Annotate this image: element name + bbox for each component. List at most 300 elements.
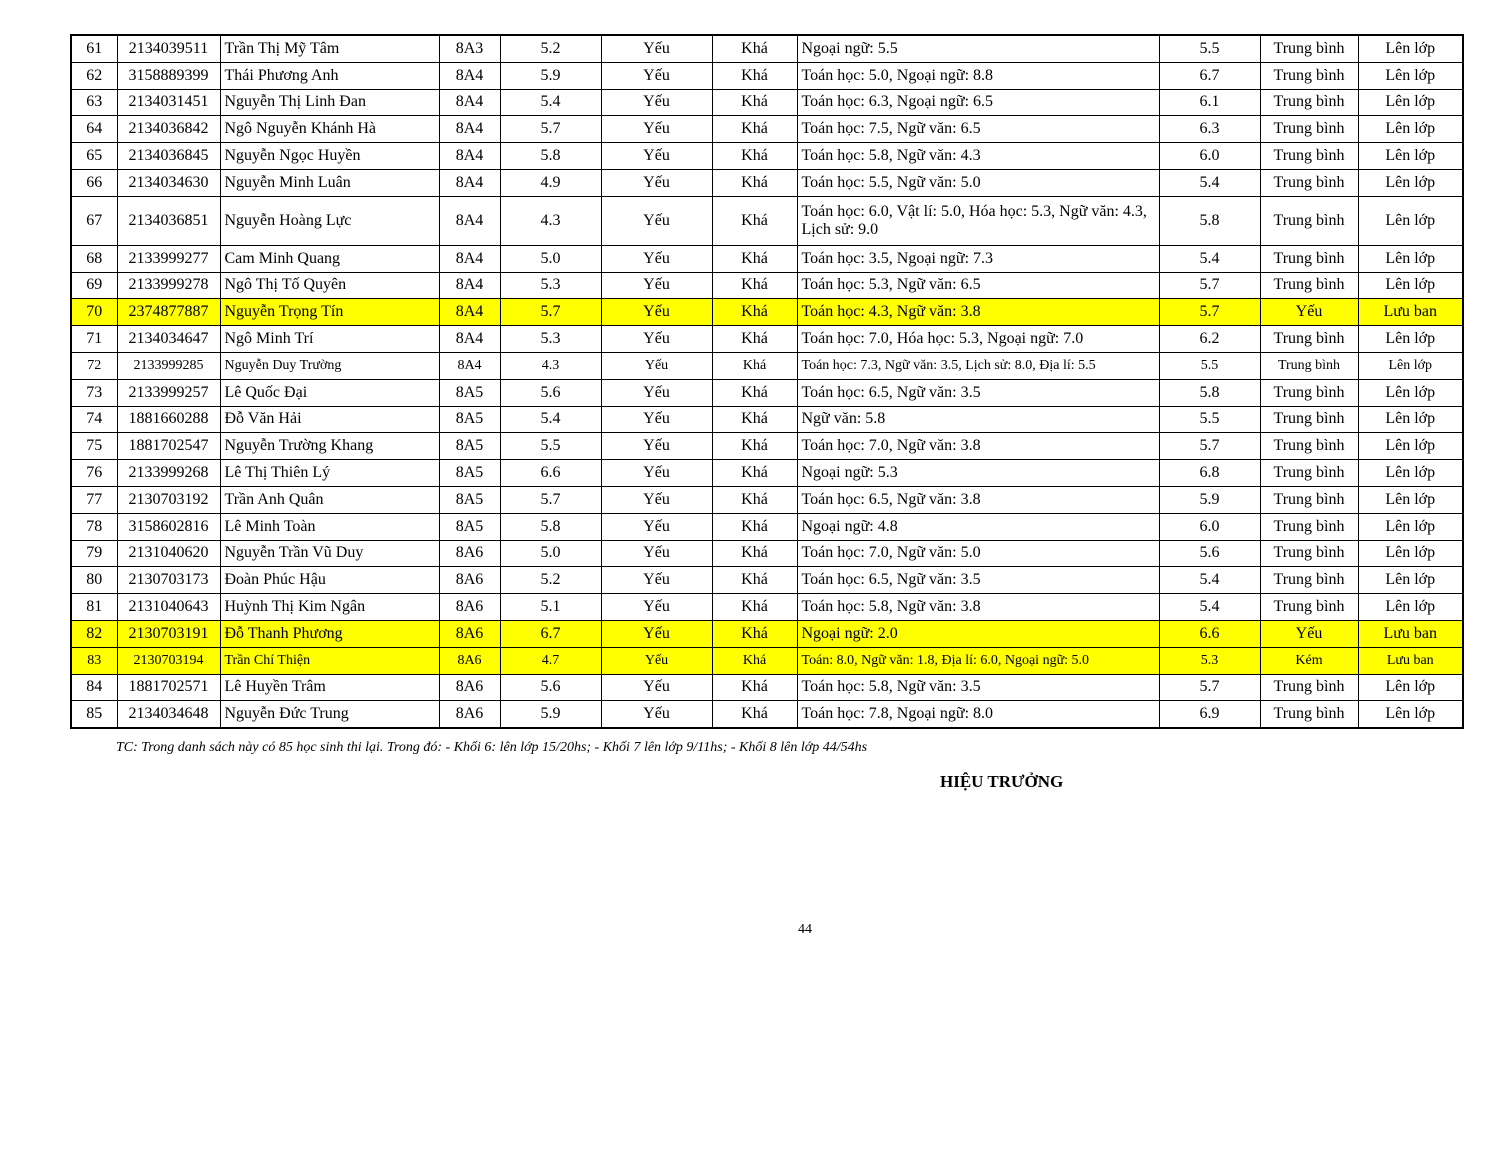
class-name-cell: 8A4 <box>439 299 500 326</box>
new-rating-cell: Trung bình <box>1260 486 1358 513</box>
new-average-cell: 6.3 <box>1159 116 1260 143</box>
conduct-rating-cell: Khá <box>712 35 797 62</box>
conduct-rating-cell: Khá <box>712 299 797 326</box>
class-name-cell: 8A6 <box>439 620 500 647</box>
class-name-cell: 8A4 <box>439 352 500 379</box>
new-average-cell: 5.7 <box>1159 272 1260 299</box>
row-number-cell: 72 <box>71 352 117 379</box>
row-number-cell: 78 <box>71 513 117 540</box>
table-row <box>71 143 1463 170</box>
student-name-cell: Đoàn Phúc Hậu <box>220 567 439 594</box>
year-average-cell: 5.0 <box>500 245 601 272</box>
student-id-cell: 2374877887 <box>117 299 220 326</box>
academic-rating-cell: Yếu <box>601 35 712 62</box>
conduct-rating-cell: Khá <box>712 62 797 89</box>
student-id-cell: 2134034648 <box>117 701 220 728</box>
conduct-rating-cell: Khá <box>712 701 797 728</box>
student-name-cell: Nguyễn Trần Vũ Duy <box>220 540 439 567</box>
class-name-cell: 8A4 <box>439 245 500 272</box>
year-average-cell: 5.6 <box>500 379 601 406</box>
academic-rating-cell: Yếu <box>601 352 712 379</box>
conduct-rating-cell: Khá <box>712 647 797 674</box>
academic-rating-cell: Yếu <box>601 62 712 89</box>
new-rating-cell: Kém <box>1260 647 1358 674</box>
retest-scores-cell: Toán học: 6.5, Ngữ văn: 3.8 <box>797 486 1159 513</box>
table-row <box>71 89 1463 116</box>
year-average-cell: 6.6 <box>500 460 601 487</box>
table-row <box>71 620 1463 647</box>
student-name-cell: Ngô Minh Trí <box>220 326 439 353</box>
new-rating-cell: Trung bình <box>1260 352 1358 379</box>
row-number-cell: 69 <box>71 272 117 299</box>
table-row <box>71 647 1463 674</box>
conduct-rating-cell: Khá <box>712 196 797 245</box>
academic-rating-cell: Yếu <box>601 299 712 326</box>
retest-scores-cell: Toán học: 6.0, Vật lí: 5.0, Hóa học: 5.3, Ngữ văn: 4.3, Lịch sử: 9.0 <box>797 196 1159 245</box>
new-average-cell: 5.5 <box>1159 35 1260 62</box>
final-result-cell: Lên lớp <box>1358 433 1463 460</box>
retest-scores-cell: Toán học: 3.5, Ngoại ngữ: 7.3 <box>797 245 1159 272</box>
conduct-rating-cell: Khá <box>712 433 797 460</box>
new-rating-cell: Trung bình <box>1260 272 1358 299</box>
new-rating-cell: Trung bình <box>1260 169 1358 196</box>
student-name-cell: Nguyễn Trọng Tín <box>220 299 439 326</box>
table-row <box>71 62 1463 89</box>
new-rating-cell: Trung bình <box>1260 513 1358 540</box>
class-name-cell: 8A5 <box>439 460 500 487</box>
academic-rating-cell: Yếu <box>601 379 712 406</box>
table-row <box>71 379 1463 406</box>
student-name-cell: Nguyễn Đức Trung <box>220 701 439 728</box>
student-id-cell: 3158602816 <box>117 513 220 540</box>
student-name-cell: Trần Chí Thiện <box>220 647 439 674</box>
student-name-cell: Lê Quốc Đại <box>220 379 439 406</box>
conduct-rating-cell: Khá <box>712 406 797 433</box>
conduct-rating-cell: Khá <box>712 594 797 621</box>
student-name-cell: Thái Phương Anh <box>220 62 439 89</box>
table-row <box>71 460 1463 487</box>
new-average-cell: 6.2 <box>1159 326 1260 353</box>
academic-rating-cell: Yếu <box>601 326 712 353</box>
conduct-rating-cell: Khá <box>712 169 797 196</box>
student-name-cell: Nguyễn Ngọc Huyền <box>220 143 439 170</box>
academic-rating-cell: Yếu <box>601 169 712 196</box>
academic-rating-cell: Yếu <box>601 674 712 701</box>
new-average-cell: 5.3 <box>1159 647 1260 674</box>
new-average-cell: 5.7 <box>1159 433 1260 460</box>
academic-rating-cell: Yếu <box>601 433 712 460</box>
student-id-cell: 2133999268 <box>117 460 220 487</box>
row-number-cell: 82 <box>71 620 117 647</box>
table-row <box>71 196 1463 245</box>
retest-scores-cell: Ngoại ngữ: 2.0 <box>797 620 1159 647</box>
table-body <box>71 35 1463 728</box>
new-rating-cell: Trung bình <box>1260 406 1358 433</box>
student-id-cell: 2134031451 <box>117 89 220 116</box>
academic-rating-cell: Yếu <box>601 272 712 299</box>
student-id-cell: 2133999285 <box>117 352 220 379</box>
final-result-cell: Lên lớp <box>1358 406 1463 433</box>
conduct-rating-cell: Khá <box>712 567 797 594</box>
row-number-cell: 81 <box>71 594 117 621</box>
retest-scores-cell: Toán học: 5.3, Ngữ văn: 6.5 <box>797 272 1159 299</box>
academic-rating-cell: Yếu <box>601 567 712 594</box>
student-id-cell: 2130703192 <box>117 486 220 513</box>
new-rating-cell: Yếu <box>1260 299 1358 326</box>
student-name-cell: Đỗ Thanh Phương <box>220 620 439 647</box>
summary-note: TC: Trong danh sách này có 85 học sinh thi lại. Trong đó: - Khối 6: lên lớp 15/20hs; - Khối 7 lên lớp 9/11hs; - Khối 8 lên lớp 44/54hs <box>116 740 868 755</box>
conduct-rating-cell: Khá <box>712 620 797 647</box>
student-name-cell: Cam Minh Quang <box>220 245 439 272</box>
class-name-cell: 8A6 <box>439 594 500 621</box>
new-rating-cell: Trung bình <box>1260 379 1358 406</box>
retest-results-table <box>70 34 1464 729</box>
conduct-rating-cell: Khá <box>712 674 797 701</box>
table-row <box>71 245 1463 272</box>
retest-scores-cell: Toán: 8.0, Ngữ văn: 1.8, Địa lí: 6.0, Ngoại ngữ: 5.0 <box>797 647 1159 674</box>
student-id-cell: 2131040620 <box>117 540 220 567</box>
conduct-rating-cell: Khá <box>712 326 797 353</box>
final-result-cell: Lên lớp <box>1358 460 1463 487</box>
year-average-cell: 4.3 <box>500 352 601 379</box>
class-name-cell: 8A6 <box>439 701 500 728</box>
new-average-cell: 6.7 <box>1159 62 1260 89</box>
class-name-cell: 8A5 <box>439 379 500 406</box>
academic-rating-cell: Yếu <box>601 143 712 170</box>
student-name-cell: Lê Minh Toàn <box>220 513 439 540</box>
row-number-cell: 64 <box>71 116 117 143</box>
class-name-cell: 8A5 <box>439 433 500 460</box>
table-row <box>71 272 1463 299</box>
final-result-cell: Lưu ban <box>1358 620 1463 647</box>
year-average-cell: 5.7 <box>500 299 601 326</box>
academic-rating-cell: Yếu <box>601 513 712 540</box>
final-result-cell: Lên lớp <box>1358 143 1463 170</box>
student-id-cell: 2134034630 <box>117 169 220 196</box>
final-result-cell: Lưu ban <box>1358 299 1463 326</box>
new-rating-cell: Trung bình <box>1260 35 1358 62</box>
class-name-cell: 8A5 <box>439 406 500 433</box>
final-result-cell: Lên lớp <box>1358 196 1463 245</box>
table-row <box>71 326 1463 353</box>
new-rating-cell: Trung bình <box>1260 567 1358 594</box>
academic-rating-cell: Yếu <box>601 89 712 116</box>
conduct-rating-cell: Khá <box>712 513 797 540</box>
academic-rating-cell: Yếu <box>601 196 712 245</box>
final-result-cell: Lên lớp <box>1358 62 1463 89</box>
year-average-cell: 5.9 <box>500 62 601 89</box>
table-row <box>71 352 1463 379</box>
table-row <box>71 299 1463 326</box>
year-average-cell: 5.1 <box>500 594 601 621</box>
final-result-cell: Lên lớp <box>1358 540 1463 567</box>
new-rating-cell: Trung bình <box>1260 701 1358 728</box>
page-number: 44 <box>798 922 812 937</box>
new-average-cell: 5.9 <box>1159 486 1260 513</box>
class-name-cell: 8A5 <box>439 513 500 540</box>
new-rating-cell: Trung bình <box>1260 326 1358 353</box>
retest-scores-cell: Toán học: 6.3, Ngoại ngữ: 6.5 <box>797 89 1159 116</box>
retest-scores-cell: Toán học: 4.3, Ngữ văn: 3.8 <box>797 299 1159 326</box>
year-average-cell: 5.0 <box>500 540 601 567</box>
row-number-cell: 75 <box>71 433 117 460</box>
retest-scores-cell: Ngoại ngữ: 5.3 <box>797 460 1159 487</box>
row-number-cell: 77 <box>71 486 117 513</box>
student-id-cell: 2130703194 <box>117 647 220 674</box>
table-row <box>71 116 1463 143</box>
academic-rating-cell: Yếu <box>601 406 712 433</box>
student-name-cell: Ngô Thị Tố Quyên <box>220 272 439 299</box>
student-name-cell: Trần Thị Mỹ Tâm <box>220 35 439 62</box>
final-result-cell: Lên lớp <box>1358 513 1463 540</box>
final-result-cell: Lên lớp <box>1358 674 1463 701</box>
retest-scores-cell: Toán học: 7.0, Ngữ văn: 5.0 <box>797 540 1159 567</box>
student-id-cell: 2134036842 <box>117 116 220 143</box>
student-name-cell: Lê Huyền Trâm <box>220 674 439 701</box>
row-number-cell: 71 <box>71 326 117 353</box>
class-name-cell: 8A4 <box>439 272 500 299</box>
year-average-cell: 5.8 <box>500 513 601 540</box>
class-name-cell: 8A4 <box>439 196 500 245</box>
row-number-cell: 65 <box>71 143 117 170</box>
new-average-cell: 6.0 <box>1159 513 1260 540</box>
student-id-cell: 2133999278 <box>117 272 220 299</box>
new-average-cell: 5.6 <box>1159 540 1260 567</box>
conduct-rating-cell: Khá <box>712 486 797 513</box>
new-rating-cell: Trung bình <box>1260 433 1358 460</box>
year-average-cell: 5.6 <box>500 674 601 701</box>
new-rating-cell: Trung bình <box>1260 116 1358 143</box>
year-average-cell: 5.7 <box>500 116 601 143</box>
final-result-cell: Lên lớp <box>1358 486 1463 513</box>
row-number-cell: 63 <box>71 89 117 116</box>
row-number-cell: 79 <box>71 540 117 567</box>
retest-scores-cell: Toán học: 5.8, Ngữ văn: 4.3 <box>797 143 1159 170</box>
retest-scores-cell: Toán học: 5.0, Ngoại ngữ: 8.8 <box>797 62 1159 89</box>
row-number-cell: 85 <box>71 701 117 728</box>
class-name-cell: 8A6 <box>439 647 500 674</box>
year-average-cell: 4.7 <box>500 647 601 674</box>
conduct-rating-cell: Khá <box>712 352 797 379</box>
final-result-cell: Lên lớp <box>1358 379 1463 406</box>
academic-rating-cell: Yếu <box>601 594 712 621</box>
academic-rating-cell: Yếu <box>601 116 712 143</box>
year-average-cell: 5.5 <box>500 433 601 460</box>
final-result-cell: Lên lớp <box>1358 272 1463 299</box>
class-name-cell: 8A5 <box>439 486 500 513</box>
row-number-cell: 66 <box>71 169 117 196</box>
new-average-cell: 5.7 <box>1159 299 1260 326</box>
class-name-cell: 8A4 <box>439 62 500 89</box>
academic-rating-cell: Yếu <box>601 245 712 272</box>
final-result-cell: Lên lớp <box>1358 116 1463 143</box>
student-id-cell: 2134036851 <box>117 196 220 245</box>
table-row <box>71 701 1463 728</box>
retest-scores-cell: Ngoại ngữ: 4.8 <box>797 513 1159 540</box>
retest-scores-cell: Toán học: 5.8, Ngữ văn: 3.8 <box>797 594 1159 621</box>
academic-rating-cell: Yếu <box>601 540 712 567</box>
student-id-cell: 2133999277 <box>117 245 220 272</box>
student-id-cell: 1881660288 <box>117 406 220 433</box>
new-average-cell: 6.1 <box>1159 89 1260 116</box>
new-average-cell: 5.4 <box>1159 169 1260 196</box>
retest-scores-cell: Toán học: 7.0, Ngữ văn: 3.8 <box>797 433 1159 460</box>
new-average-cell: 6.8 <box>1159 460 1260 487</box>
student-name-cell: Nguyễn Duy Trường <box>220 352 439 379</box>
year-average-cell: 5.4 <box>500 89 601 116</box>
row-number-cell: 80 <box>71 567 117 594</box>
new-average-cell: 5.8 <box>1159 379 1260 406</box>
student-id-cell: 2134036845 <box>117 143 220 170</box>
row-number-cell: 83 <box>71 647 117 674</box>
year-average-cell: 5.2 <box>500 35 601 62</box>
new-average-cell: 6.9 <box>1159 701 1260 728</box>
academic-rating-cell: Yếu <box>601 486 712 513</box>
class-name-cell: 8A6 <box>439 674 500 701</box>
retest-scores-cell: Toán học: 6.5, Ngữ văn: 3.5 <box>797 379 1159 406</box>
table-row <box>71 567 1463 594</box>
table-row <box>71 594 1463 621</box>
conduct-rating-cell: Khá <box>712 89 797 116</box>
conduct-rating-cell: Khá <box>712 245 797 272</box>
final-result-cell: Lưu ban <box>1358 647 1463 674</box>
class-name-cell: 8A4 <box>439 89 500 116</box>
class-name-cell: 8A4 <box>439 143 500 170</box>
row-number-cell: 84 <box>71 674 117 701</box>
row-number-cell: 76 <box>71 460 117 487</box>
student-id-cell: 2130703173 <box>117 567 220 594</box>
final-result-cell: Lên lớp <box>1358 326 1463 353</box>
new-average-cell: 5.4 <box>1159 567 1260 594</box>
student-name-cell: Nguyễn Thị Linh Đan <box>220 89 439 116</box>
retest-scores-cell: Toán học: 5.5, Ngữ văn: 5.0 <box>797 169 1159 196</box>
student-id-cell: 1881702547 <box>117 433 220 460</box>
year-average-cell: 6.7 <box>500 620 601 647</box>
student-id-cell: 2134034647 <box>117 326 220 353</box>
retest-scores-cell: Toán học: 7.0, Hóa học: 5.3, Ngoại ngữ: 7.0 <box>797 326 1159 353</box>
new-rating-cell: Trung bình <box>1260 540 1358 567</box>
new-rating-cell: Yếu <box>1260 620 1358 647</box>
student-name-cell: Trần Anh Quân <box>220 486 439 513</box>
new-average-cell: 6.6 <box>1159 620 1260 647</box>
year-average-cell: 4.3 <box>500 196 601 245</box>
final-result-cell: Lên lớp <box>1358 567 1463 594</box>
student-id-cell: 2134039511 <box>117 35 220 62</box>
conduct-rating-cell: Khá <box>712 460 797 487</box>
new-average-cell: 5.4 <box>1159 594 1260 621</box>
row-number-cell: 62 <box>71 62 117 89</box>
new-average-cell: 5.4 <box>1159 245 1260 272</box>
new-rating-cell: Trung bình <box>1260 674 1358 701</box>
row-number-cell: 68 <box>71 245 117 272</box>
new-average-cell: 6.0 <box>1159 143 1260 170</box>
student-id-cell: 2130703191 <box>117 620 220 647</box>
final-result-cell: Lên lớp <box>1358 701 1463 728</box>
new-average-cell: 5.8 <box>1159 196 1260 245</box>
conduct-rating-cell: Khá <box>712 379 797 406</box>
new-rating-cell: Trung bình <box>1260 62 1358 89</box>
new-average-cell: 5.5 <box>1159 352 1260 379</box>
table-row <box>71 674 1463 701</box>
academic-rating-cell: Yếu <box>601 701 712 728</box>
student-name-cell: Nguyễn Minh Luân <box>220 169 439 196</box>
final-result-cell: Lên lớp <box>1358 245 1463 272</box>
row-number-cell: 70 <box>71 299 117 326</box>
retest-scores-cell: Toán học: 7.5, Ngữ văn: 6.5 <box>797 116 1159 143</box>
class-name-cell: 8A6 <box>439 567 500 594</box>
retest-scores-cell: Toán học: 5.8, Ngữ văn: 3.5 <box>797 674 1159 701</box>
signer-title: HIỆU TRƯỞNG <box>940 772 1064 791</box>
student-name-cell: Huỳnh Thị Kim Ngân <box>220 594 439 621</box>
year-average-cell: 5.9 <box>500 701 601 728</box>
new-average-cell: 5.7 <box>1159 674 1260 701</box>
final-result-cell: Lên lớp <box>1358 594 1463 621</box>
year-average-cell: 5.3 <box>500 272 601 299</box>
row-number-cell: 73 <box>71 379 117 406</box>
student-name-cell: Ngô Nguyễn Khánh Hà <box>220 116 439 143</box>
table-row <box>71 513 1463 540</box>
conduct-rating-cell: Khá <box>712 272 797 299</box>
new-rating-cell: Trung bình <box>1260 245 1358 272</box>
table-row <box>71 433 1463 460</box>
student-name-cell: Đỗ Văn Hải <box>220 406 439 433</box>
academic-rating-cell: Yếu <box>601 647 712 674</box>
class-name-cell: 8A3 <box>439 35 500 62</box>
conduct-rating-cell: Khá <box>712 540 797 567</box>
row-number-cell: 61 <box>71 35 117 62</box>
retest-scores-cell: Toán học: 7.8, Ngoại ngữ: 8.0 <box>797 701 1159 728</box>
table-row <box>71 486 1463 513</box>
new-rating-cell: Trung bình <box>1260 594 1358 621</box>
year-average-cell: 5.7 <box>500 486 601 513</box>
conduct-rating-cell: Khá <box>712 143 797 170</box>
final-result-cell: Lên lớp <box>1358 169 1463 196</box>
retest-scores-cell: Toán học: 7.3, Ngữ văn: 3.5, Lịch sử: 8.0, Địa lí: 5.5 <box>797 352 1159 379</box>
academic-rating-cell: Yếu <box>601 460 712 487</box>
retest-scores-cell: Toán học: 6.5, Ngữ văn: 3.5 <box>797 567 1159 594</box>
new-average-cell: 5.5 <box>1159 406 1260 433</box>
student-id-cell: 2131040643 <box>117 594 220 621</box>
student-name-cell: Nguyễn Hoàng Lực <box>220 196 439 245</box>
final-result-cell: Lên lớp <box>1358 89 1463 116</box>
year-average-cell: 4.9 <box>500 169 601 196</box>
class-name-cell: 8A4 <box>439 116 500 143</box>
conduct-rating-cell: Khá <box>712 116 797 143</box>
new-rating-cell: Trung bình <box>1260 89 1358 116</box>
retest-scores-cell: Ngữ văn: 5.8 <box>797 406 1159 433</box>
class-name-cell: 8A6 <box>439 540 500 567</box>
table-row <box>71 169 1463 196</box>
student-name-cell: Lê Thị Thiên Lý <box>220 460 439 487</box>
final-result-cell: Lên lớp <box>1358 352 1463 379</box>
table-row <box>71 35 1463 62</box>
row-number-cell: 74 <box>71 406 117 433</box>
student-id-cell: 2133999257 <box>117 379 220 406</box>
student-id-cell: 1881702571 <box>117 674 220 701</box>
student-name-cell: Nguyễn Trường Khang <box>220 433 439 460</box>
academic-rating-cell: Yếu <box>601 620 712 647</box>
student-id-cell: 3158889399 <box>117 62 220 89</box>
table-row <box>71 540 1463 567</box>
new-rating-cell: Trung bình <box>1260 196 1358 245</box>
year-average-cell: 5.4 <box>500 406 601 433</box>
class-name-cell: 8A4 <box>439 326 500 353</box>
new-rating-cell: Trung bình <box>1260 143 1358 170</box>
retest-scores-cell: Ngoại ngữ: 5.5 <box>797 35 1159 62</box>
table-row <box>71 406 1463 433</box>
row-number-cell: 67 <box>71 196 117 245</box>
year-average-cell: 5.8 <box>500 143 601 170</box>
